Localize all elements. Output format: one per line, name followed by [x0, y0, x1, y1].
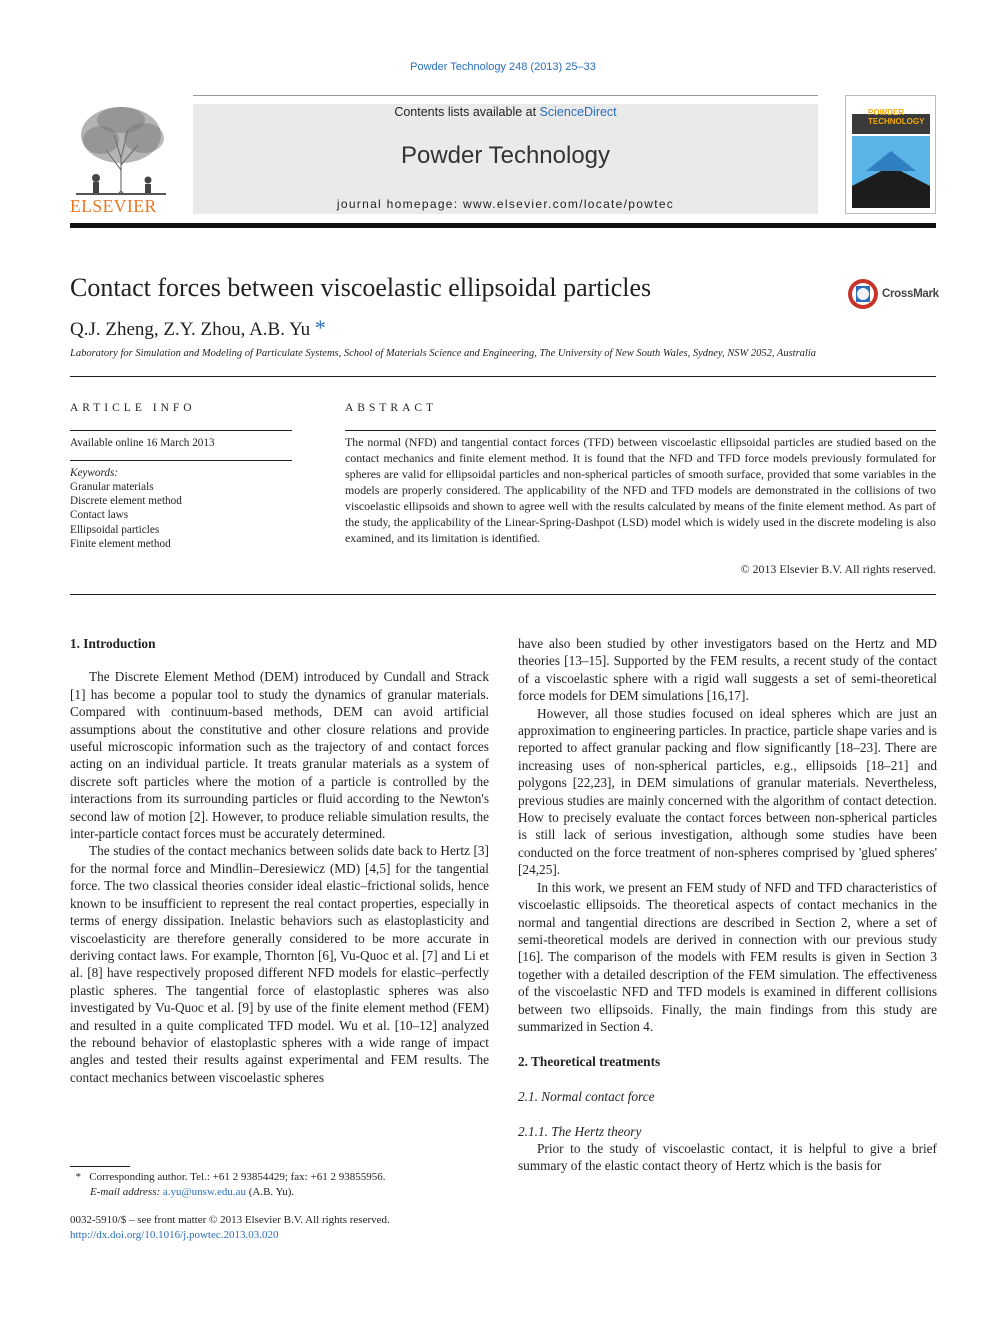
- email-suffix: (A.B. Yu).: [248, 1186, 295, 1198]
- header-top-rule: [193, 95, 818, 96]
- footnote-rule: [70, 1166, 130, 1167]
- body-column-right: [518, 635, 937, 1175]
- abstract-text: The normal (NFD) and tangential contact forces (TFD) between viscoelastic ellipsoidal particles are studied based on the contact mechanics and finite element method. It is found that the NFD and TFD force models previously formulated for spheres are valid for ellipsoidal particles and non-spherical particles of smooth surface, provided that some variables in the models are properly considered. The applicability of the NFD and TFD models are demonstrated in the collisions of two viscoelastic ellipsoids and shown to agree well with the results calculated by means of the finite element method. As part of the study, the applicability of the Linear-Spring-Dashpot (LSD) model which is widely used in the discrete modeling is also examined, and its limitation is identified.: [345, 435, 936, 545]
- paragraph: In this work, we present an FEM study of NFD and TFD characteristics of viscoelastic ellipsoids. The theoretical aspects of contact mechanics in the normal and tangential directions are described in Section 2, where a set of semi-theoretical models are derived in connection with our previous study [16]. The comparison of the models with FEM results is given in Section 3 together with a detailed description of the FEM simulation. The effectiveness of the viscoelastic NFD and TFD models is examined in different collisions between two ellipsoids. Finally, the main findings from this study are summarized in Section 4.: [518, 879, 937, 1034]
- issn-block: [70, 1213, 390, 1243]
- keywords-label: Keywords:: [70, 467, 119, 479]
- corresponding-author-footnote: [70, 1170, 385, 1200]
- corresponding-author-mark[interactable]: *: [314, 315, 326, 340]
- keyword-item: Contact laws: [70, 509, 129, 521]
- doi-link[interactable]: http://dx.doi.org/10.1016/j.powtec.2013.03.020: [70, 1229, 279, 1241]
- journal-homepage[interactable]: journal homepage: www.elsevier.com/locate/powtec: [336, 197, 675, 211]
- section-2-heading: 2. Theoretical treatments: [518, 1053, 661, 1069]
- contents-availability: [193, 105, 818, 119]
- footnote-contact: Corresponding author. Tel.: +61 2 93854429; fax: +61 2 93855956.: [89, 1171, 386, 1183]
- abstract-bottom-rule: [70, 594, 936, 595]
- article-title: Contact forces between viscoelastic ellipsoidal particles: [70, 273, 652, 302]
- author-list: [70, 315, 326, 341]
- paragraph: Prior to the study of viscoelastic contact, it is helpful to give a brief summary of the elastic contact theory of Hertz which is the basis for: [518, 1141, 937, 1174]
- paragraph: have also been studied by other investigators based on the Hertz and MD theories [13–15]. Supported by the FEM results, a recent study of the contact of a viscoelastic sphere with a rigid wall suggests a set of semi-theoretical force models for DEM simulations [16,17].: [518, 636, 937, 704]
- abstract-heading: ABSTRACT: [345, 402, 438, 414]
- sciencedirect-link[interactable]: ScienceDirect: [539, 105, 617, 119]
- available-online-date: Available online 16 March 2013: [70, 437, 215, 449]
- paragraph: However, all those studies focused on ideal spheres which are just an approximation to engineering particles. In practice, particle shape varies and is reported to affect granular packing and flow significantly [18–23]. There are increasing uses of non-spherical particles, e.g., ellipsoids [18–21] and polygons [22,23], in DEM simulations of granular materials. Nevertheless, previous studies are mainly concerned with the algorithm of contact detection. How to precisely evaluate the contact forces between non-spherical particles is still lack of serious investigation, although some studies have been conducted on the force treatment of non-spheres comprised by 'glued spheres' [24,25].: [518, 705, 937, 878]
- keyword-item: Granular materials: [70, 481, 154, 493]
- keyword-item: Ellipsoidal particles: [70, 524, 160, 536]
- keywords-rule: [70, 460, 292, 461]
- subsection-2-1-heading: 2.1. Normal contact force: [518, 1088, 655, 1104]
- journal-cover-thumbnail: [845, 95, 936, 214]
- email-link[interactable]: a.yu@unsw.edu.au: [162, 1186, 246, 1198]
- footnote-email-line: [70, 1185, 385, 1200]
- paragraph: The studies of the contact mechanics between solids date back to Hertz [3] for the normal force and Mindlin–Deresiewicz (MD) [4,5] for the tangential force. The two classical theories consider ideal elastic–frictional solids, hence known to be insufficient to represent the real contact properties, especially in terms of energy dissipation. Inelastic behaviors such as elastoplasticity and viscoelasticity are therefore generally considered to be more accurate in deriving contact laws. For example, Thornton [6], Vu-Quoc et al. [7] and Li et al. [8] have respectively proposed different NFD models for elastic–perfectly plastic spheres. The tangential force of elastoplastic spheres was also investigated by Vu-Quoc et al. [9] by use of the finite element method (FEM) and resulted in a quite complicated TFD model. Wu et al. [10–12] analyzed the rebound behavior of elastoplastic spheres with a wide range of impact angles and tested their results against experimental and FEM results. The contact mechanics between viscoelastic spheres: [70, 843, 489, 1085]
- abstract-copyright: © 2013 Elsevier B.V. All rights reserved.: [740, 562, 936, 576]
- article-info-rule: [70, 430, 292, 431]
- article-info-heading: ARTICLE INFO: [70, 402, 196, 414]
- body-column-left: [70, 635, 489, 1086]
- journal-name: Powder Technology: [400, 142, 611, 169]
- keyword-item: Discrete element method: [70, 495, 182, 507]
- paragraph: The Discrete Element Method (DEM) introduced by Cundall and Strack [1] has become a popular tool to study the dynamics of granular materials. Compared with continuum-based methods, DEM can avoid artificial assumptions about the constitutive and other closure relations and provide useful microscopic information such as the trajectory of and contact forces acting on an individual particle. It treats granular materials as a system of discrete soft particles where the motion of a particle is controlled by the interactions from its surrounding particles or fluid according to the Newton's second law of motion [2]. However, to produce reliable simulation results, the inter-particle contact forces must be accurately determined.: [70, 669, 489, 842]
- crossmark-label[interactable]: CrossMark: [882, 288, 939, 300]
- author-names: Q.J. Zheng, Z.Y. Zhou, A.B. Yu: [70, 319, 311, 340]
- cover-title: POWDER TECHNOLOGY: [868, 108, 925, 126]
- affiliation-rule: [70, 376, 936, 377]
- author-affiliation: Laboratory for Simulation and Modeling of Particulate Systems, School of Materials Science and Engineering, The University of New South Wales, Sydney, NSW 2052, Australia: [70, 348, 817, 359]
- journal-reference[interactable]: Powder Technology 248 (2013) 25–33: [410, 61, 596, 73]
- header-thick-rule: [70, 223, 936, 228]
- abstract-rule: [345, 430, 936, 431]
- keyword-item: Finite element method: [70, 538, 171, 550]
- footnote-line: [70, 1170, 385, 1185]
- email-label: E-mail address:: [90, 1186, 161, 1198]
- contents-prefix: Contents lists available at: [394, 105, 540, 119]
- elsevier-wordmark: ELSEVIER: [70, 196, 157, 216]
- issn-line: 0032-5910/$ – see front matter © 2013 Elsevier B.V. All rights reserved.: [70, 1214, 390, 1226]
- section-1-heading: 1. Introduction: [70, 636, 156, 651]
- subsubsection-2-1-1-heading: 2.1.1. The Hertz theory: [518, 1123, 642, 1139]
- footnote-mark: *: [75, 1171, 81, 1183]
